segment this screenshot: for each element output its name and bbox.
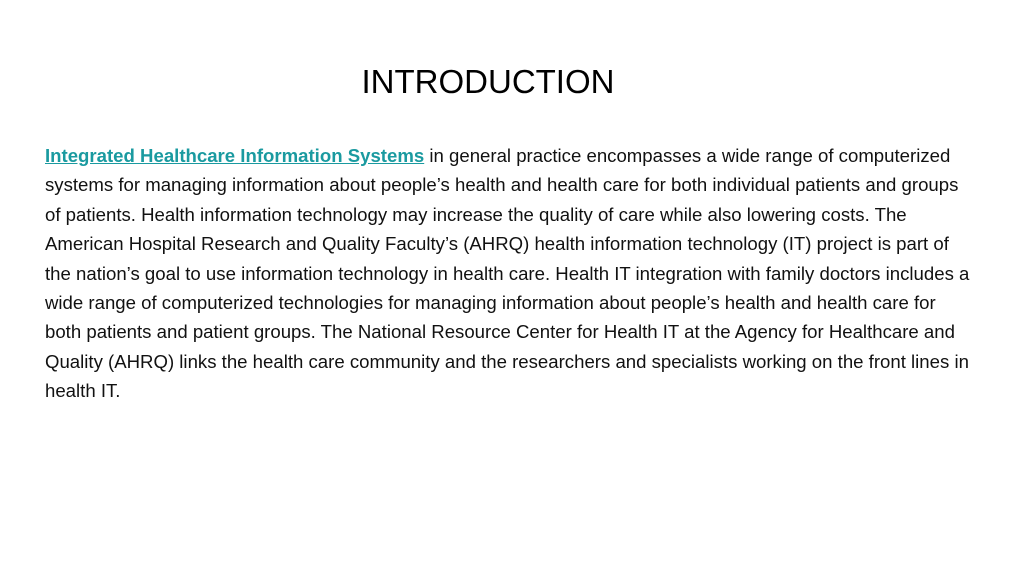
intro-paragraph [45, 141, 977, 406]
healthcare-systems-link[interactable]: Integrated Healthcare Information Systems [45, 145, 425, 166]
intro-paragraph-text: in general practice encompasses a wide range of computerized systems for managing information about people’s health and health care for both individual patients and groups of patients. Health information technology may increase the quality of care while also lowering costs. The American Hospital Research and Quality Faculty’s (AHRQ) health information technology (IT) project is part of the nation’s goal to use information technology in health care. Health IT integration with family doctors includes a wide range of computerized technologies for managing information about people’s health and health care for both patients and patient groups. The National Resource Center for Health IT at the Agency for Healthcare and Quality (AHRQ) links the health care community and the researchers and specialists working on the front lines in health IT. [45, 145, 970, 402]
slide-title: INTRODUCTION [361, 63, 615, 100]
